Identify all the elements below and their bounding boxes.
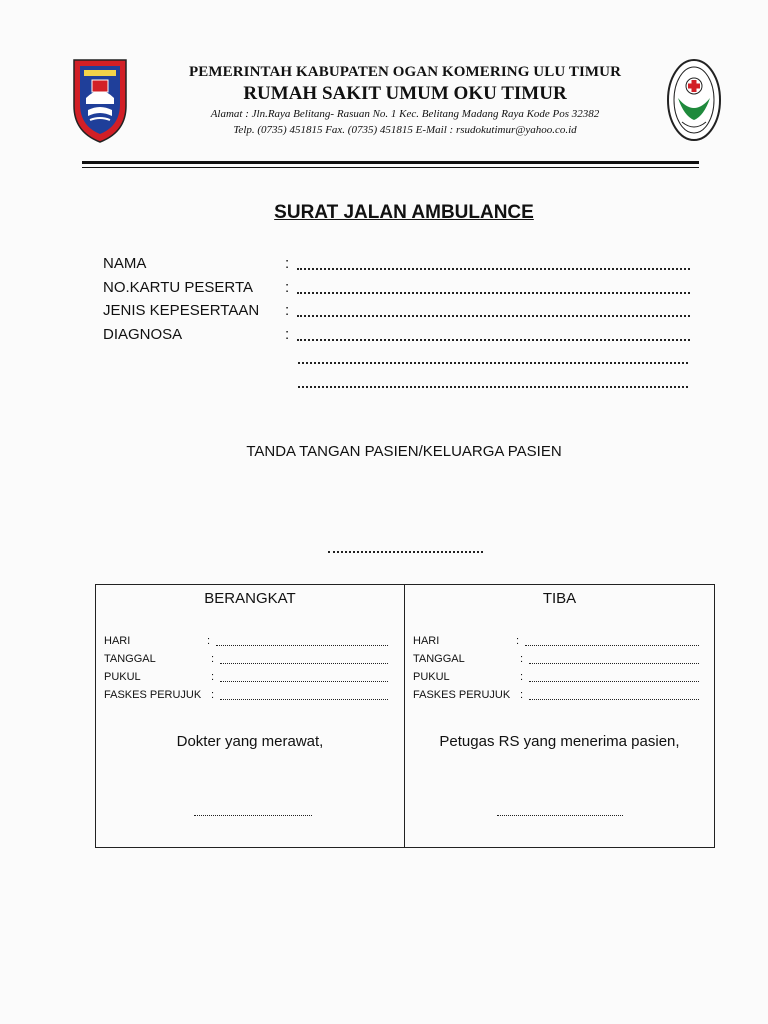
diagnosa-continuation-line[interactable] xyxy=(298,362,688,364)
fill-in-line[interactable] xyxy=(220,681,388,682)
hospital-contact: Telp. (0735) 451815 Fax. (0735) 451815 E-Mail : rsudokutimur@yahoo.co.id xyxy=(233,124,577,136)
letterhead xyxy=(140,60,670,138)
row-colon: : xyxy=(520,653,524,665)
row-label: FASKES PERUJUK xyxy=(413,689,511,701)
row-label: HARI xyxy=(413,635,440,647)
row-colon: : xyxy=(211,671,215,683)
fill-in-line[interactable] xyxy=(220,699,388,700)
field-label: JENIS KEPESERTAAN xyxy=(103,302,260,319)
row-label: TANGGAL xyxy=(413,653,465,665)
field-label: NO.KARTU PESERTA xyxy=(103,279,254,296)
fill-in-line[interactable] xyxy=(297,339,690,341)
arrival-pukul xyxy=(413,671,703,687)
departure-tanggal xyxy=(104,653,394,669)
field-colon: : xyxy=(285,279,290,296)
fill-in-line[interactable] xyxy=(529,699,699,700)
departure-pukul xyxy=(104,671,394,687)
fill-in-line[interactable] xyxy=(529,663,699,664)
fill-in-line[interactable] xyxy=(216,645,388,646)
arrival-faskes-perujuk xyxy=(413,689,703,705)
hospital-address: Alamat : Jln.Raya Belitang- Rasuan No. 1 Kec. Belitang Madang Raya Kode Pos 32382 xyxy=(210,108,600,120)
diagnosa-continuation-line[interactable] xyxy=(298,386,688,388)
row-label: TANGGAL xyxy=(104,653,156,665)
receiver-signature-line[interactable] xyxy=(497,815,623,816)
fill-in-line[interactable] xyxy=(297,315,690,317)
row-colon: : xyxy=(520,671,524,683)
bakti-husada-icon xyxy=(666,58,722,142)
field-label: NAMA xyxy=(103,255,147,272)
doctor-signature-line[interactable] xyxy=(194,815,312,816)
arrival-hari xyxy=(413,635,703,651)
arrival-column xyxy=(405,585,714,847)
row-colon: : xyxy=(211,689,215,701)
regency-shield-icon xyxy=(70,54,130,144)
arrival-tanggal xyxy=(413,653,703,669)
row-label: HARI xyxy=(104,635,131,647)
field-colon: : xyxy=(285,255,290,272)
departure-heading: BERANGKAT xyxy=(204,590,296,607)
letterhead-rule-thin xyxy=(82,167,699,168)
fill-in-line[interactable] xyxy=(297,268,690,270)
departure-hari xyxy=(104,635,394,651)
row-label: FASKES PERUJUK xyxy=(104,689,202,701)
signature-caption: TANDA TANGAN PASIEN/KELUARGA PASIEN xyxy=(246,443,562,460)
row-colon: : xyxy=(520,689,524,701)
fill-in-line[interactable] xyxy=(529,681,699,682)
hospital-name: RUMAH SAKIT UMUM OKU TIMUR xyxy=(243,83,567,104)
field-colon: : xyxy=(285,326,290,343)
fill-in-line[interactable] xyxy=(525,645,699,646)
departure-signer: Dokter yang merawat, xyxy=(176,733,324,750)
row-colon: : xyxy=(516,635,520,647)
field-colon: : xyxy=(285,302,290,319)
government-name: PEMERINTAH KABUPATEN OGAN KOMERING ULU TIMUR xyxy=(188,64,622,80)
patient-signature-line[interactable] xyxy=(328,551,483,553)
fill-in-line[interactable] xyxy=(220,663,388,664)
departure-faskes-perujuk xyxy=(104,689,394,705)
row-label: PUKUL xyxy=(413,671,450,683)
row-label: PUKUL xyxy=(104,671,141,683)
row-colon: : xyxy=(207,635,211,647)
row-colon: : xyxy=(211,653,215,665)
arrival-heading: TIBA xyxy=(542,590,577,607)
departure-column xyxy=(96,585,404,847)
letterhead-rule-thick xyxy=(82,161,699,164)
field-label: DIAGNOSA xyxy=(103,326,183,343)
fill-in-line[interactable] xyxy=(297,292,690,294)
arrival-signer: Petugas RS yang menerima pasien, xyxy=(439,733,680,750)
document-title: SURAT JALAN AMBULANCE xyxy=(274,202,534,223)
travel-record-box xyxy=(95,584,715,848)
